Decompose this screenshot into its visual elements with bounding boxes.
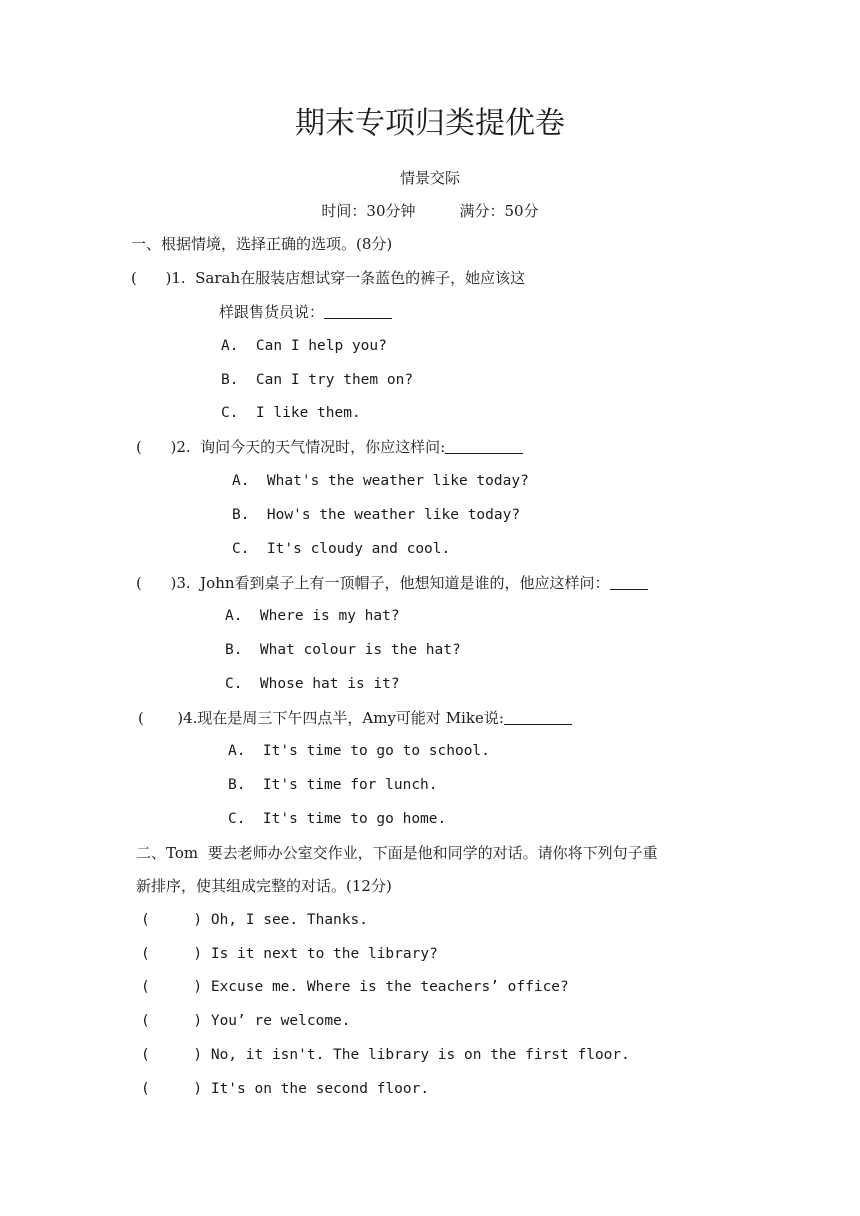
answer-blank [445,439,523,454]
question-2-option-a: A. What's the weather like today? [232,473,529,489]
answer-blank [610,575,648,590]
exam-info [0,201,860,221]
dialogue-sentence-2: ( ) Is it next to the library? [141,946,438,962]
question-3-option-b: B. What colour is the hat? [225,642,461,658]
question-3-option-c: C. Whose hat is it? [225,676,400,692]
question-1-option-a: A. Can I help you? [221,338,387,354]
dialogue-sentence-6: ( ) It's on the second floor. [141,1081,430,1097]
question-4-stem [138,708,572,728]
question-2-option-b: B. How's the weather like today? [232,507,521,523]
question-3-stem [136,573,648,593]
question-2-option-c: C. It's cloudy and cool. [232,541,451,557]
answer-blank [324,304,392,319]
section-2-heading-cont: 新排序，使其组成完整的对话。(12分) [136,877,392,895]
question-1-stem-cont [219,302,392,322]
dialogue-sentence-1: ( ) Oh, I see. Thanks. [141,912,368,928]
question-4-option-a: A. It's time to go to school. [228,743,490,759]
question-4-option-b: B. It's time for lunch. [228,777,438,793]
question-3-stem-text: ( )3. John看到桌子上有一顶帽子，他想知道是谁的，他应这样问： [136,574,610,592]
answer-blank [504,710,572,725]
question-1-stem: ( )1. Sarah在服装店想试穿一条蓝色的裤子，她应该这 [131,269,526,287]
total-score: 满分：50分 [459,202,539,220]
question-2-stem-text: ( )2. 询问今天的天气情况时，你应这样问: [136,438,446,456]
question-4-stem-text: ( )4.现在是周三下午四点半，Amy可能对 Mike说: [138,709,504,727]
question-1-option-c: C. I like them. [221,405,361,421]
section-1-heading: 一、根据情境，选择正确的选项。(8分) [131,235,393,253]
page-subtitle: 情景交际 [399,169,460,187]
question-2-stem [136,437,523,457]
dialogue-sentence-5: ( ) No, it isn't. The library is on the first floor. [141,1047,630,1063]
dialogue-sentence-3: ( ) Excuse me. Where is the teachers’ office? [141,979,569,995]
question-1-option-b: B. Can I try them on? [221,372,414,388]
section-2-heading: 二、Tom 要去老师办公室交作业，下面是他和同学的对话。请你将下列句子重 [136,844,658,862]
question-3-option-a: A. Where is my hat? [225,608,400,624]
question-4-option-c: C. It's time to go home. [228,811,447,827]
question-1-stem-text: 样跟售货员说： [219,303,325,321]
page-title: 期末专项归类提优卷 [295,106,565,141]
dialogue-sentence-4: ( ) You’ re welcome. [141,1013,351,1029]
time-limit: 时间：30分钟 [321,202,416,220]
